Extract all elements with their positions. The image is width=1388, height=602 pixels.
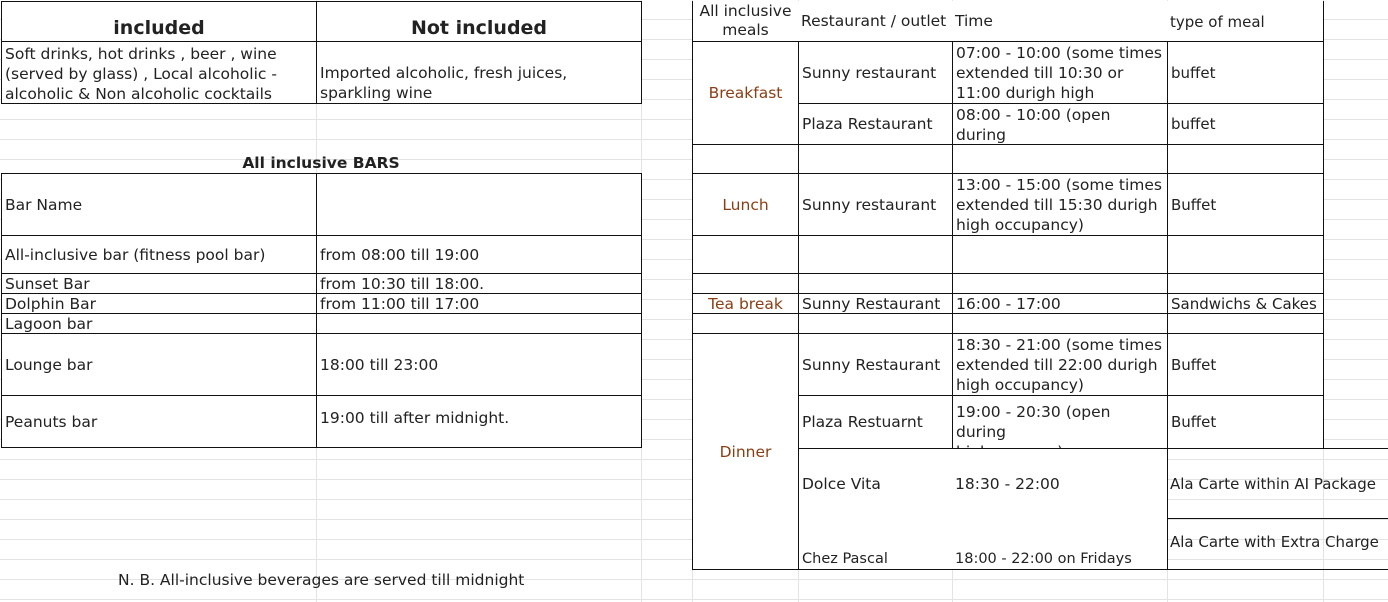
meal-type: buffet (1167, 103, 1324, 145)
bar-hours: from 08:00 till 19:00 (316, 235, 642, 274)
empty-cell (952, 273, 1168, 294)
meal-outlet: Sunny restaurant (798, 173, 953, 236)
empty-cell (1167, 313, 1324, 334)
bar-name: Lagoon bar (1, 313, 317, 334)
meal-type: Buffet (1167, 173, 1324, 236)
meal-time: 18:30 - 21:00 (some times extended till 22:00 durigh high occupancy) (952, 333, 1168, 396)
empty-cell (798, 273, 953, 294)
meal-type: Sandwichs & Cakes (1167, 293, 1324, 314)
meal-dinner: Dinner (692, 333, 799, 570)
meal-time: 13:00 - 15:00 (some times extended till 15:30 durigh high occupancy) (952, 173, 1168, 236)
empty-cell (692, 144, 799, 174)
meal-lunch: Lunch (692, 173, 799, 236)
meal-type: Buffet (1167, 333, 1324, 396)
bar-hours: 19:00 till after midnight. (316, 395, 642, 448)
meal-type: Ala Carte within AI Package (1167, 448, 1388, 519)
empty-cell (1167, 273, 1324, 294)
empty-cell (692, 235, 799, 274)
not-included-text: Imported alcoholic, fresh juices, sparkling wine (316, 41, 642, 104)
meal-time: 18:00 - 22:00 on Fridays (952, 518, 1168, 570)
meal-outlet: Plaza Restuarnt (798, 395, 953, 449)
meal-outlet: Sunny restaurant (798, 41, 953, 104)
empty-cell (952, 313, 1168, 334)
empty-cell (692, 273, 799, 294)
empty-cell (1167, 235, 1324, 274)
meal-tea-break: Tea break (692, 293, 799, 314)
meal-time: 16:00 - 17:00 (952, 293, 1168, 314)
empty-cell (692, 313, 799, 334)
meal-outlet: Dolce Vita (798, 448, 953, 519)
not-included-header: Not included (316, 1, 642, 42)
bar-name: Sunset Bar (1, 273, 317, 294)
meal-type: Ala Carte with Extra Charge (1167, 518, 1388, 570)
time-header: Time (952, 1, 1168, 42)
meal-outlet: Sunny Restaurant (798, 293, 953, 314)
empty-cell (952, 144, 1168, 174)
meal-outlet: Sunny Restaurant (798, 333, 953, 396)
meal-time: 19:00 - 20:30 (open during (952, 395, 1168, 449)
meal-type: buffet (1167, 41, 1324, 104)
meals-header: All inclusive meals (692, 1, 799, 42)
included-header: included (1, 1, 317, 42)
bar-hours: 18:00 till 23:00 (316, 333, 642, 396)
meal-time: 18:30 - 22:00 (952, 448, 1168, 519)
empty-cell (952, 235, 1168, 274)
empty-cell (798, 235, 953, 274)
bar-name: All-inclusive bar (fitness pool bar) (1, 235, 317, 274)
empty-cell (798, 313, 953, 334)
meal-outlet: Plaza Restaurant (798, 103, 953, 145)
meal-type: Buffet (1167, 395, 1324, 449)
meal-time: 07:00 - 10:00 (some times extended till 10:30 or 11:00 durigh high (952, 41, 1168, 104)
bar-name: Dolphin Bar (1, 293, 317, 314)
bars-title: All inclusive BARS (242, 154, 400, 172)
meal-time: 08:00 - 10:00 (open during (952, 103, 1168, 145)
bar-name: Peanuts bar (1, 395, 317, 448)
empty-cell (798, 144, 953, 174)
bars-header: Bar Name (1, 173, 317, 236)
bars-header-empty (316, 173, 642, 236)
bar-hours: from 10:30 till 18:00. (316, 273, 642, 294)
meal-breakfast: Breakfast (692, 41, 799, 145)
empty-cell (1167, 144, 1324, 174)
bar-hours (316, 313, 642, 334)
bar-name: Lounge bar (1, 333, 317, 396)
bar-hours: from 11:00 till 17:00 (316, 293, 642, 314)
meal-outlet: Chez Pascal (798, 518, 953, 570)
footnote: N. B. All-inclusive beverages are served till midnight (118, 571, 525, 589)
type-header: type of meal (1167, 1, 1324, 42)
included-text: Soft drinks, hot drinks , beer , wine (served by glass) , Local alcoholic - alcoholic & Non alcoholic cocktails (1, 41, 317, 104)
outlet-header: Restaurant / outlet (798, 1, 953, 42)
